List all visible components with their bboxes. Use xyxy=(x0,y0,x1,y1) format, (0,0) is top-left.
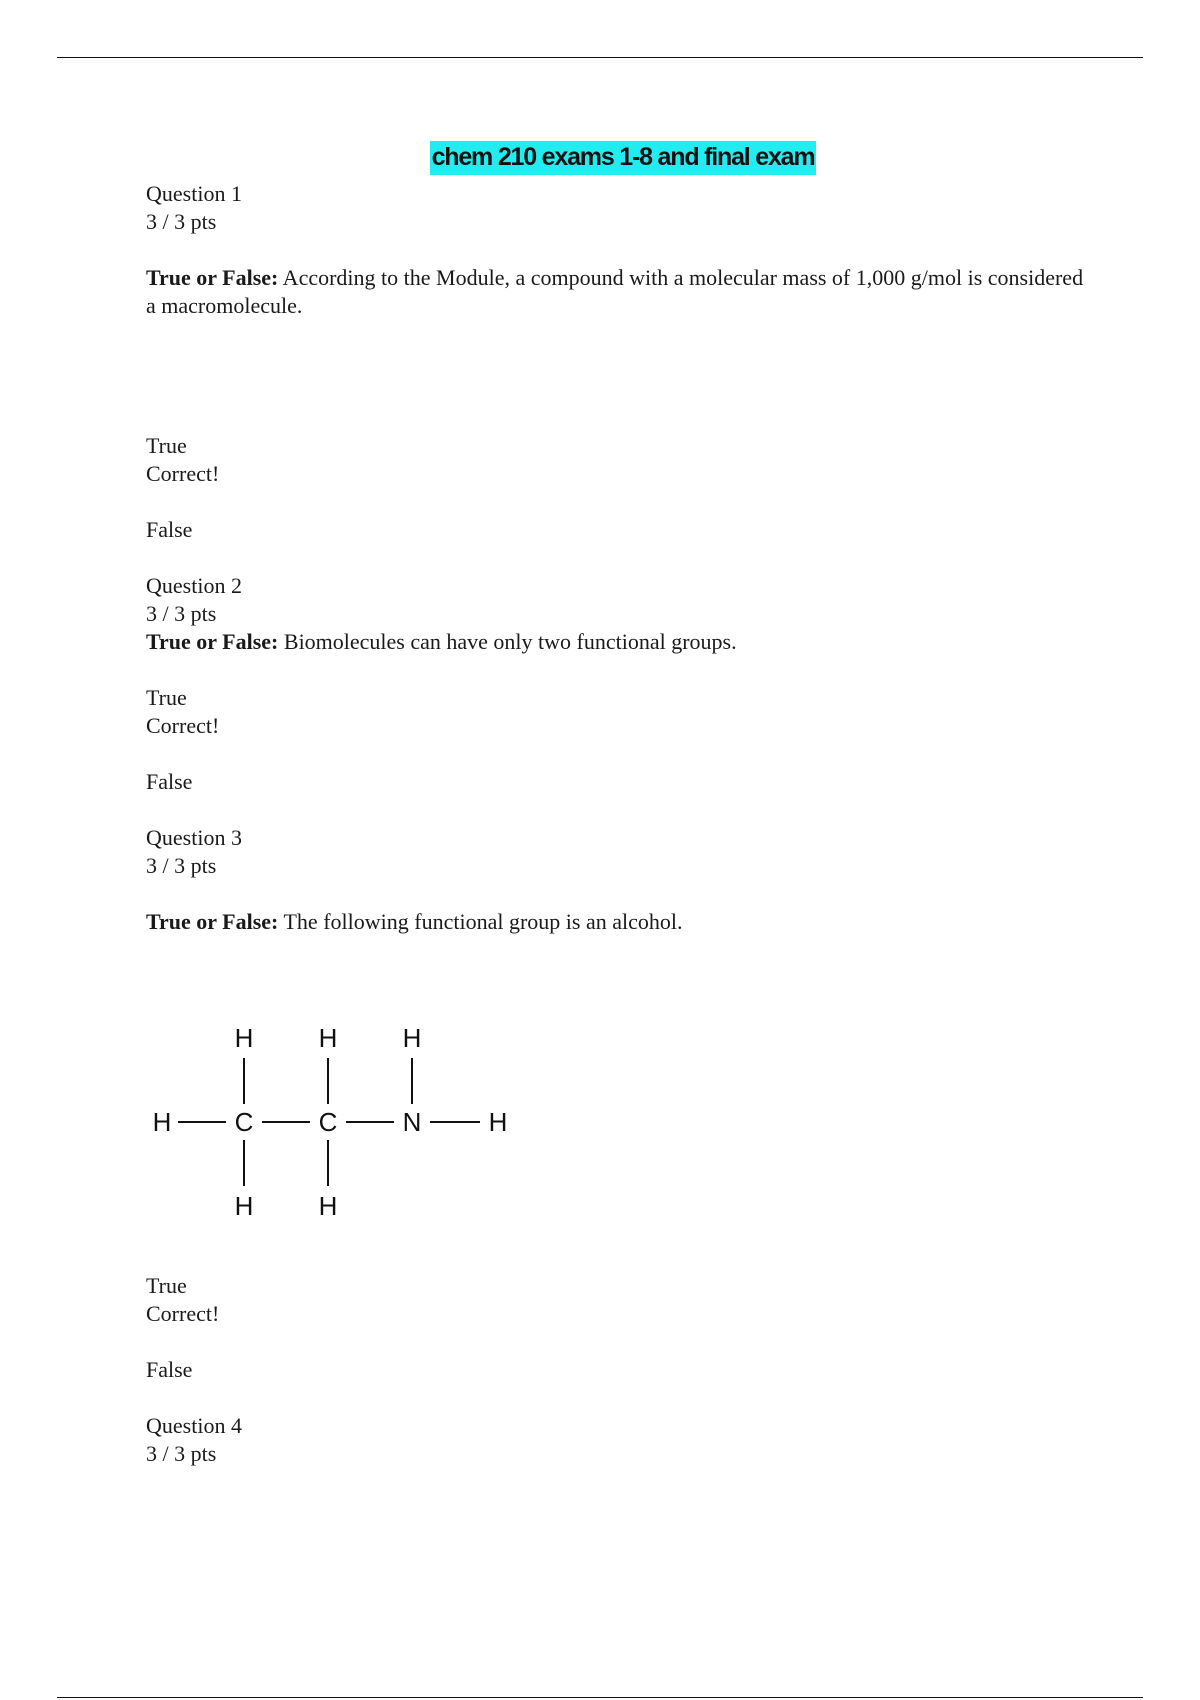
molecule-svg xyxy=(146,1010,526,1230)
question-score: 3 / 3 pts xyxy=(146,1441,217,1466)
answer-option-false[interactable]: False xyxy=(146,769,193,794)
prompt-text: According to the Module, a compound with a molecular mass of 1,000 g/mol is considered a macromolecule. xyxy=(146,265,1084,318)
question-prompt xyxy=(146,264,1086,320)
prompt-text: The following functional group is an alcohol. xyxy=(278,909,683,934)
question-score: 3 / 3 pts xyxy=(146,209,217,234)
title-container xyxy=(0,141,1200,175)
prompt-lead: True or False: xyxy=(146,909,279,934)
question-1 xyxy=(146,180,1086,572)
answer-option-true[interactable]: True xyxy=(146,433,187,458)
atom-h-n-top: H xyxy=(402,1023,422,1053)
question-4 xyxy=(146,1412,1086,1468)
atom-c1: C xyxy=(234,1107,254,1137)
answer-option-false[interactable]: False xyxy=(146,517,193,542)
question-prompt xyxy=(146,908,1086,936)
document-body xyxy=(146,180,1086,1468)
answer-option-true[interactable]: True xyxy=(146,1273,187,1298)
structural-formula-diagram xyxy=(146,1010,526,1230)
prompt-lead: True or False: xyxy=(146,629,279,654)
atom-n: N xyxy=(402,1107,422,1137)
answer-option-false[interactable]: False xyxy=(146,1357,193,1382)
answer-option-true[interactable]: True xyxy=(146,685,187,710)
question-2 xyxy=(146,572,1086,824)
question-number: Question 3 xyxy=(146,825,242,850)
header-rule xyxy=(57,57,1143,58)
atom-h-c2-bottom: H xyxy=(318,1191,338,1221)
document-title: chem 210 exams 1-8 and final exam xyxy=(430,141,817,175)
atom-h-c2-top: H xyxy=(318,1023,338,1053)
question-prompt xyxy=(146,628,1086,656)
prompt-lead: True or False: xyxy=(146,265,279,290)
atom-h-c1-bottom: H xyxy=(234,1191,254,1221)
question-score: 3 / 3 pts xyxy=(146,601,217,626)
footer-rule xyxy=(57,1697,1143,1698)
atom-c2: C xyxy=(318,1107,338,1137)
atom-h-right: H xyxy=(488,1107,508,1137)
answer-feedback: Correct! xyxy=(146,461,220,486)
question-number: Question 1 xyxy=(146,181,242,206)
question-number: Question 4 xyxy=(146,1413,242,1438)
question-number: Question 2 xyxy=(146,573,242,598)
answer-feedback: Correct! xyxy=(146,1301,220,1326)
answer-feedback: Correct! xyxy=(146,713,220,738)
question-score: 3 / 3 pts xyxy=(146,853,217,878)
atom-h-c1-top: H xyxy=(234,1023,254,1053)
prompt-text: Biomolecules can have only two functional groups. xyxy=(278,629,737,654)
atom-h-left: H xyxy=(152,1107,172,1137)
